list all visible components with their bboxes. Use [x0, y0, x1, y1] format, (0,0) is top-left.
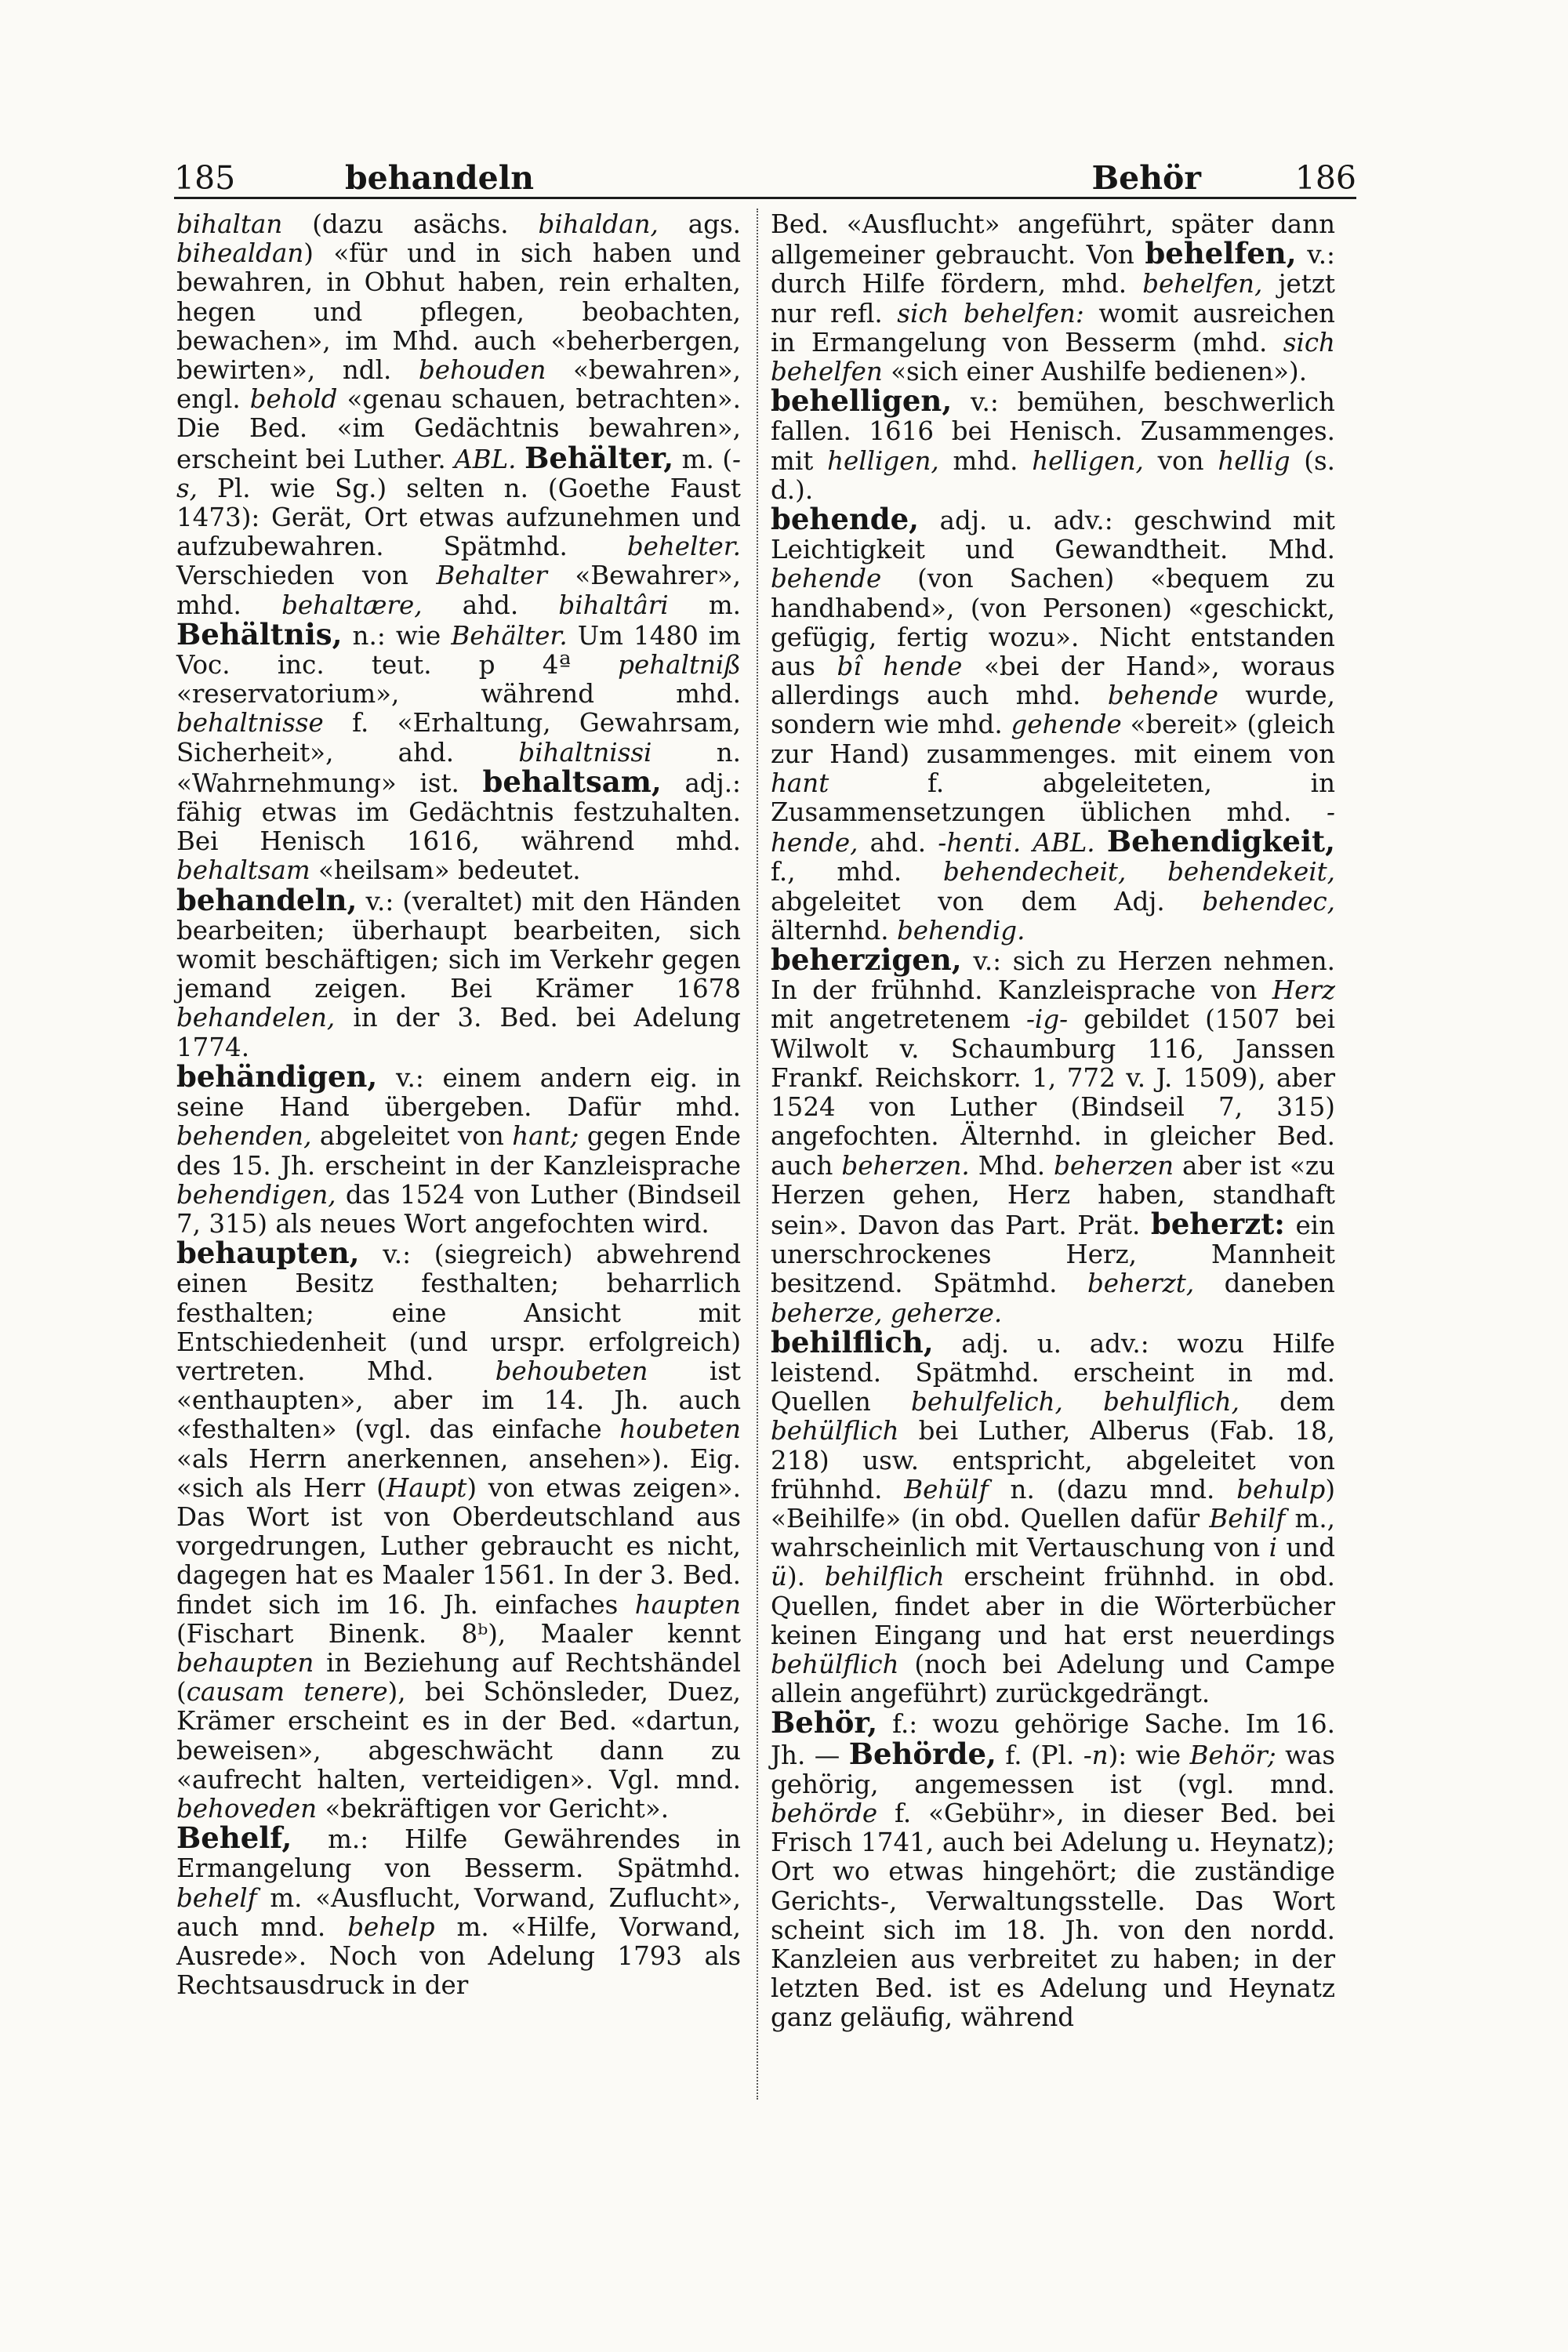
entry-text: behouden — [418, 355, 546, 386]
entry-text: f. «Gebühr», in dieser Bed. bei Frisch 1741, auch bei Adelung u. Heynatz); Ort wo etwas hingehört; die zuständige Gerichts-, Verwaltungsstelle. Das Wort scheint sich im 18. Jh. von den nordd. Kanzleien aus verbreitet zu haben; in der letzten Bed. ist es Adelung und Heynatz ganz geläufig, während — [771, 1798, 1335, 2033]
headword: behändigen, — [176, 1058, 378, 1094]
entry-text: v.: durch Hilfe fördern, mhd. — [771, 240, 1335, 299]
entry-text: behaltære, — [281, 590, 423, 620]
entry-text: behülflich — [771, 1649, 899, 1679]
entry-text: sich behelfen — [771, 327, 1335, 387]
column-divider — [757, 209, 758, 2100]
entry-text: bihealdan — [176, 238, 304, 269]
entry-text — [1021, 828, 1033, 858]
entry-text: bihaltâri — [558, 590, 669, 620]
entry-text: beherze, geherze. — [771, 1298, 1003, 1328]
entry-text: m. ( — [673, 444, 733, 474]
entry-text: jetzt nur refl. — [771, 269, 1335, 328]
headword: behelligen, — [771, 383, 953, 419]
entry-text: behaupten — [176, 1647, 314, 1678]
entry-text: «heilsam» bedeutet. — [310, 855, 581, 886]
entry-text: Um 1480 im Voc. inc. teut. p 4ª — [176, 620, 741, 681]
entry-text: in Beziehung auf Rechtshändel ( — [176, 1647, 741, 1708]
entry-text: erscheint frühnhd. in obd. Quellen, findet aber in die Wörterbücher keinen Eingang und hat erst neuerdings — [771, 1562, 1336, 1650]
entry-text: gegen Ende des 15. Jh. erscheint in der Kanzleisprache — [176, 1121, 741, 1181]
entry-text: älternhd. — [771, 915, 897, 946]
headword: behilflich, — [771, 1324, 934, 1359]
entry-text: haupten — [634, 1589, 741, 1620]
entry-text: behoveden — [176, 1793, 318, 1824]
dictionary-entry — [771, 942, 1336, 1328]
entry-text: hant; — [512, 1121, 579, 1152]
entry-text: ) von etwas zeigen». Das Wort ist von Oberdeutschland aus vorgedrungen, Luther gebraucht es nicht, dagegen hat es Maaler 1561. In der 3. Bed. findet sich im 16. Jh. einfaches — [176, 1472, 741, 1620]
entry-text: ahd. — [422, 590, 559, 620]
entry-text: m., wahrscheinlich mit Vertauschung von — [771, 1503, 1335, 1563]
entry-text: behelp — [347, 1911, 435, 1942]
dictionary-entry — [176, 1236, 741, 1824]
entry-text: das 1524 von Luther (Bindseil 7, 315) als neues Wort angefochten wird. — [176, 1179, 741, 1239]
entry-text: n.: wie — [342, 620, 452, 651]
entry-text: (noch bei Adelung und Campe allein angeführt) zurückgedrängt. — [771, 1649, 1335, 1709]
entry-text: v.: bemühen, beschwerlich fallen. 1616 bei Henisch. Zusammenges. mit — [771, 387, 1335, 476]
entry-text: -s, — [176, 444, 741, 503]
page-number-left: 185 — [174, 159, 236, 197]
entry-text: n. «Wahrnehmung» ist. — [176, 737, 741, 798]
entry-text: «bekräftigen vor Gericht». — [317, 1793, 670, 1824]
entry-text: f. (Pl. — [996, 1740, 1083, 1770]
header-rule — [174, 197, 1356, 199]
entry-text: Behälter. — [451, 620, 568, 651]
entry-text: Haupt — [386, 1472, 467, 1503]
dictionary-entry — [176, 1820, 741, 2001]
entry-text: Behör; — [1189, 1740, 1276, 1770]
entry-text: behülflich — [771, 1416, 899, 1446]
entry-text: hant — [771, 768, 829, 798]
entry-text: behendecheit, behendekeit, — [943, 857, 1335, 887]
entry-text: behold — [249, 384, 338, 415]
entry-text: f.: wozu gehörige Sache. Im 16. Jh. — — [771, 1709, 1335, 1770]
entry-text: «bei der Hand», woraus allerdings auch mhd. — [771, 652, 1335, 711]
entry-text: gebildet (1507 bei Wilwolt v. Schaumburg 116, Janssen Frankf. Reichskorr. 1, 772 v. J. 1509), aber 1524 von Luther (Bindseil 7, 315) angefochten. Älternhd. in gleicher Bed. auch — [771, 1004, 1336, 1181]
entry-text: behelfen, — [1142, 269, 1263, 299]
entry-text: n. (dazu mnd. — [988, 1474, 1237, 1504]
entry-text: «reservatorium», während mhd. — [176, 679, 741, 710]
entry-text: (dazu asächs. — [282, 209, 539, 239]
entry-text — [517, 445, 525, 474]
entry-text: Verschieden von — [176, 561, 437, 591]
entry-text: -n — [1083, 1740, 1109, 1770]
entry-text: bihaltan — [176, 209, 283, 239]
entry-text: Pl. wie Sg.) selten n. (Goethe Faust 1473): Gerät, Ort etwas aufzunehmen und aufzubewahren. Spätmhd. — [176, 473, 741, 562]
page-number-right: 186 — [1294, 159, 1356, 197]
entry-text: «bereit» (gleich zur Hand) zusammenges. mit einem von — [771, 710, 1335, 769]
dictionary-entry — [771, 1705, 1336, 2033]
entry-text: Behülf — [904, 1474, 989, 1504]
entry-text: beherzt, — [1087, 1269, 1195, 1299]
entry-text: behende — [1107, 681, 1219, 711]
headword: beherzt: — [1150, 1206, 1285, 1241]
entry-text: gehende — [1011, 710, 1122, 740]
entry-text: sich behelfen: — [897, 298, 1084, 328]
dictionary-entry — [771, 502, 1335, 946]
page-header — [174, 132, 1356, 197]
entry-text: behelter. — [626, 532, 741, 562]
entry-text: ABL. — [1033, 828, 1095, 858]
dictionary-entry — [771, 1324, 1336, 1709]
entry-text: ): wie — [1108, 1740, 1190, 1770]
entry-text: (von Sachen) «bequem zu handhabend», (von Personen) «geschickt, gefügig, fertig wozu». Nicht entstanden aus — [771, 564, 1335, 682]
entry-text: (s. d.). — [771, 445, 1335, 505]
entry-text: behoubeten — [495, 1356, 648, 1386]
entry-text: ahd. — [858, 828, 938, 858]
entry-text: bihaldan, — [538, 209, 659, 239]
dictionary-entry — [176, 882, 741, 1062]
entry-text: m.: Hilfe Gewährendes in Ermangelung von Besserm. Spätmhd. — [176, 1824, 741, 1884]
entry-text: houbeten — [619, 1414, 741, 1445]
entry-text: behende — [771, 564, 882, 594]
entry-text: adj.: fähig etwas im Gedächtnis festzuhalten. Bei Henisch 1616, während mhd. — [176, 768, 741, 857]
entry-text: beherzen. — [841, 1150, 970, 1181]
left-column — [176, 210, 741, 2000]
entry-text: v.: sich zu Herzen nehmen. In der frühnhd. Kanzleisprache von — [771, 946, 1335, 1006]
dictionary-entry — [771, 383, 1335, 505]
entry-text: helligen, — [1032, 445, 1144, 476]
entry-text: i — [1269, 1533, 1277, 1563]
entry-text: pehaltniß — [618, 650, 741, 681]
entry-text: Mhd. — [969, 1150, 1054, 1181]
entry-text: (Fischart Binenk. 8ᵇ), Maaler kennt — [176, 1618, 741, 1649]
headword: behaupten, — [176, 1236, 360, 1271]
entry-text: f. abgeleiteten, in Zusammensetzungen üblichen mhd. — [771, 768, 1335, 828]
entry-text: behulp — [1236, 1474, 1326, 1504]
entry-text: ist «enthaupten», aber im 14. Jh. auch «festhalten» (vgl. das einfache — [176, 1356, 741, 1445]
entry-text: bei Luther, Alberus (Fab. 18, 218) usw. entspricht, abgeleitet von frühnhd. — [771, 1416, 1335, 1504]
running-head-left: behandeln — [345, 159, 535, 197]
entry-text: adj. u. adv.: geschwind mit Leichtigkeit und Gewandtheit. Mhd. — [771, 506, 1335, 565]
entry-text: behulfelich, behulflich, — [911, 1387, 1240, 1417]
entry-text: bihaltnissi — [518, 737, 652, 768]
headword: behelfen, — [1145, 236, 1297, 271]
dictionary-entry — [176, 1058, 741, 1239]
entry-text: Behilf — [1209, 1503, 1286, 1534]
headword: beherzigen, — [771, 942, 962, 978]
entry-text: behörde — [771, 1798, 878, 1828]
entry-text: behaltnisse — [176, 708, 324, 739]
entry-text: hellig — [1218, 445, 1290, 476]
entry-text: behelf — [176, 1882, 257, 1913]
entry-text: Behalter — [436, 561, 547, 591]
headword: Behörde, — [848, 1736, 996, 1771]
entry-text: «als Herrn anerkennen, ansehen»). Eig. «sich als Herr ( — [176, 1443, 741, 1503]
entry-text: abgeleitet von — [311, 1121, 513, 1152]
entry-text: helligen, — [827, 445, 939, 476]
entry-text: behenden, — [176, 1121, 312, 1152]
entry-text: behandelen, — [176, 1003, 336, 1033]
entry-text: causam tenere — [186, 1677, 388, 1708]
entry-text: mit angetretenem — [771, 1004, 1026, 1035]
entry-text: -henti. — [938, 828, 1022, 858]
entry-text: ). — [786, 1562, 825, 1592]
entry-text: Bed. «Ausflucht» angeführt, später dann allgemeiner gebraucht. Von — [771, 209, 1335, 270]
headword: Behör, — [771, 1705, 878, 1740]
entry-text: behendec, — [1202, 886, 1335, 916]
dictionary-entry — [771, 210, 1335, 387]
entry-text: ein unerschrockenes Herz, Mannheit besitzend. Spätmhd. — [771, 1210, 1336, 1299]
entry-text: ) «Beihilfe» (in obd. Quellen dafür — [771, 1474, 1335, 1534]
entry-text: v.: (veraltet) mit den Händen bearbeiten; überhaupt bearbeiten, sich womit beschäftigen; sich im Verkehr gegen jemand zeigen. Bei Krämer 1678 — [176, 886, 741, 1004]
entry-text: abgeleitet von dem Adj. — [771, 886, 1203, 916]
entry-text — [1095, 828, 1107, 858]
entry-text: «bewahren», engl. — [176, 355, 742, 415]
headword: behaltsam, — [482, 764, 662, 799]
entry-text: dem — [1239, 1387, 1336, 1417]
entry-text: behaltsam — [176, 855, 310, 886]
entry-text: daneben — [1194, 1269, 1335, 1299]
entry-text: adj. u. adv.: wozu Hilfe leistend. Spätmhd. erscheint in md. Quellen — [771, 1328, 1335, 1417]
entry-text: behendig. — [896, 915, 1025, 946]
entry-text: wurde, sondern wie mhd. — [771, 681, 1335, 740]
entry-text: ags. — [658, 209, 741, 239]
entry-text: mhd. — [938, 445, 1033, 476]
running-head-right: Behör — [1091, 159, 1201, 197]
entry-text: «sich einer Aushilfe bedienen»). — [882, 357, 1308, 387]
entry-text: v.: einem andern eig. in seine Hand übergeben. Dafür mhd. — [176, 1062, 741, 1123]
headword: behende, — [771, 502, 920, 537]
headword: Behelf, — [176, 1820, 292, 1856]
entry-text: was gehörig, angemessen ist (vgl. mnd. — [771, 1740, 1336, 1799]
entry-text: beherzen — [1054, 1150, 1174, 1181]
entry-text: behendigen, — [176, 1179, 336, 1210]
entry-text: -hende, — [771, 797, 1335, 858]
entry-text: ), bei Schönsleder, Duez, Krämer erscheint es in der Bed. «dartun, beweisen», abgeschwächt dann zu «aufrecht halten, verteidigen». Vgl. mnd. — [176, 1677, 741, 1795]
entry-text: m. «Ausflucht, Vorwand, Zuflucht», auch mnd. — [176, 1882, 741, 1942]
entry-text: ABL. — [454, 444, 517, 474]
dictionary-entry — [176, 210, 741, 886]
entry-text: -ig- — [1025, 1004, 1069, 1035]
entry-text: bî hende — [837, 652, 963, 682]
headword: Behälter, — [524, 440, 674, 475]
entry-text: «genau schauen, betrachten». Die Bed. «im Gedächtnis bewahren», erscheint bei Luther. — [176, 384, 741, 474]
headword: behandeln, — [176, 882, 358, 917]
entry-text: behilflich — [824, 1562, 945, 1592]
headword: Behältnis, — [176, 616, 343, 652]
entry-text: von — [1143, 445, 1218, 476]
entry-text: und — [1276, 1533, 1335, 1563]
entry-text: f. «Erhaltung, Gewahrsam, Sicherheit», ahd. — [176, 708, 741, 768]
entry-text: ü — [771, 1562, 787, 1592]
entry-text: m. «Hilfe, Vorwand, Ausrede». Noch von Adelung 1793 als Rechtsausdruck in der — [176, 1911, 741, 2001]
entry-text: womit ausreichen in Ermangelung von Besserm (mhd. — [771, 298, 1335, 358]
entry-text: Herz — [1272, 975, 1335, 1006]
entry-text: in der 3. Bed. bei Adelung 1774. — [176, 1003, 741, 1062]
entry-text: aber ist «zu Herzen gehen, Herz haben, standhaft sein». Davon das Part. Prät. — [771, 1150, 1335, 1240]
entry-text: m. — [668, 590, 742, 620]
right-column — [771, 210, 1335, 2033]
entry-text: v.: (siegreich) abwehrend einen Besitz festhalten; beharrlich festhalten; eine Ansicht mit Entschiedenheit (und urspr. erfolgreich) vertreten. Mhd. — [176, 1240, 741, 1386]
entry-text: f., mhd. — [771, 857, 943, 887]
entry-text: ) «für und in sich haben und bewahren, in Obhut haben, rein erhalten, hegen und pflegen, beobachten, bewachen», im Mhd. auch «beherbergen, bewirten», ndl. — [176, 238, 741, 386]
entry-text: «Bewahrer», mhd. — [176, 561, 742, 620]
headword: Behendigkeit, — [1106, 824, 1335, 859]
